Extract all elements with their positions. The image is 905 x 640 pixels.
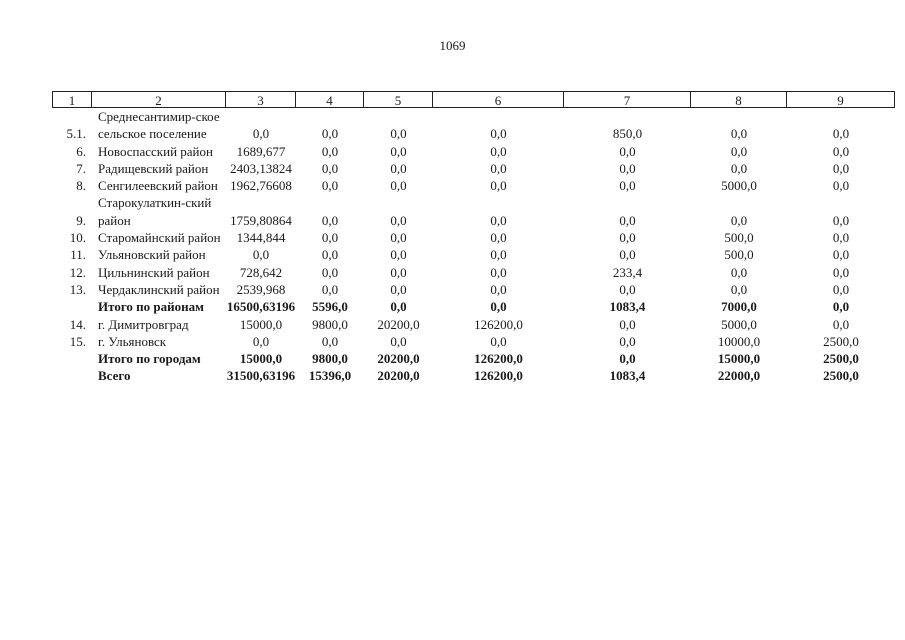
value-cell: 0,0 (252, 247, 270, 263)
value-cell: 0,0 (321, 143, 339, 159)
value-cell: 0,0 (390, 212, 407, 228)
value-cell: 7000,0 (721, 299, 757, 315)
value-cell: 850,0 (612, 126, 643, 142)
row-number: 10. (69, 230, 86, 246)
value-cell: 0,0 (390, 264, 407, 280)
row-number (52, 350, 92, 367)
header-cell: 3 (226, 91, 296, 108)
header-cell: 4 (296, 91, 364, 108)
value-cell: 0,0 (832, 143, 850, 159)
row-number (52, 367, 92, 384)
district-name: Чердаклинский район (98, 281, 220, 297)
value-cell: 15000,0 (239, 316, 283, 332)
value-cell: 126200,0 (474, 351, 523, 367)
value-cell: 0,0 (730, 212, 748, 228)
value-cell: 0,0 (490, 281, 507, 297)
district-name: Среднесантимир-ское сельское поселение (98, 109, 220, 142)
value-cell: 0,0 (321, 264, 339, 280)
value-cell: 126200,0 (474, 316, 523, 332)
value-cell: 1962,76608 (230, 178, 292, 194)
value-cell: 0,0 (490, 333, 507, 349)
value-cell: 1689,677 (236, 143, 286, 159)
value-cell: 1083,4 (609, 368, 646, 384)
district-name: Цильнинский район (98, 264, 210, 280)
value-cell: 2500,0 (823, 351, 859, 367)
value-cell: 0,0 (252, 126, 270, 142)
value-cell: 0,0 (832, 178, 850, 194)
value-cell: 0,0 (832, 264, 850, 280)
value-cell: 0,0 (832, 230, 850, 246)
value-cell: 10000,0 (717, 333, 761, 349)
value-cell: 2539,968 (236, 281, 286, 297)
total-label: Всего (98, 368, 131, 384)
row-number: 7. (76, 160, 86, 176)
value-cell: 0,0 (390, 299, 407, 315)
value-cell: 0,0 (619, 143, 636, 159)
value-cell: 22000,0 (717, 368, 761, 384)
row-number: 9. (76, 212, 86, 228)
value-cell: 0,0 (321, 126, 339, 142)
header-cell: 7 (564, 91, 691, 108)
value-cell: 5596,0 (312, 299, 348, 315)
value-cell: 0,0 (390, 143, 407, 159)
value-cell: 0,0 (321, 333, 339, 349)
header-cell: 2 (92, 91, 226, 108)
value-cell: 0,0 (390, 281, 407, 297)
value-cell: 0,0 (619, 160, 636, 176)
value-cell: 9800,0 (312, 316, 348, 332)
header-cell: 6 (433, 91, 564, 108)
district-name: Ульяновский район (98, 247, 206, 263)
value-cell: 500,0 (724, 247, 754, 263)
value-cell: 0,0 (619, 351, 636, 367)
district-name: г. Димитровград (98, 316, 189, 332)
value-cell: 0,0 (490, 230, 507, 246)
value-cell: 126200,0 (474, 368, 523, 384)
value-cell: 0,0 (490, 126, 507, 142)
value-cell: 1083,4 (609, 299, 646, 315)
budget-table (52, 91, 895, 385)
value-cell: 1344,844 (236, 230, 286, 246)
value-cell: 0,0 (832, 126, 850, 142)
row-number: 14. (69, 316, 86, 332)
value-cell: 233,4 (612, 264, 643, 280)
value-cell: 2403,13824 (230, 160, 292, 176)
row-number (52, 298, 92, 315)
value-cell: 16500,63196 (226, 299, 296, 315)
value-cell: 0,0 (490, 299, 507, 315)
value-cell: 0,0 (390, 178, 407, 194)
row-number: 5.1. (66, 126, 86, 142)
value-cell: 0,0 (730, 281, 748, 297)
district-name: Радищевский район (98, 160, 209, 176)
district-name: Старокулаткин-ский район (98, 195, 212, 228)
value-cell: 0,0 (619, 178, 636, 194)
row-number: 6. (76, 143, 86, 159)
value-cell: 0,0 (832, 299, 850, 315)
page-number: 1069 (439, 38, 466, 53)
value-cell: 2500,0 (823, 333, 859, 349)
value-cell: 0,0 (321, 178, 339, 194)
value-cell: 5000,0 (721, 316, 757, 332)
value-cell: 15396,0 (308, 368, 352, 384)
district-name: Сенгилеевский район (98, 178, 218, 194)
value-cell: 0,0 (832, 247, 850, 263)
value-cell: 0,0 (730, 264, 748, 280)
row-number: 11. (70, 247, 86, 263)
value-cell: 0,0 (619, 247, 636, 263)
value-cell: 0,0 (321, 212, 339, 228)
value-cell: 20200,0 (377, 351, 420, 367)
value-cell: 15000,0 (717, 351, 761, 367)
row-number: 12. (69, 264, 86, 280)
value-cell: 2500,0 (823, 368, 859, 384)
value-cell: 5000,0 (721, 178, 757, 194)
row-number: 15. (69, 333, 86, 349)
value-cell: 9800,0 (312, 351, 348, 367)
value-cell: 0,0 (390, 230, 407, 246)
header-cell: 8 (691, 91, 787, 108)
value-cell: 0,0 (730, 143, 748, 159)
value-cell: 0,0 (832, 316, 850, 332)
value-cell: 0,0 (730, 126, 748, 142)
value-cell: 0,0 (321, 160, 339, 176)
value-cell: 15000,0 (239, 351, 283, 367)
district-name: Старомайнский район (98, 230, 221, 246)
value-cell: 0,0 (619, 212, 636, 228)
value-cell: 500,0 (724, 230, 754, 246)
value-cell: 0,0 (390, 247, 407, 263)
district-name: Новоспасский район (98, 143, 213, 159)
header-cell: 1 (52, 91, 92, 108)
value-cell: 0,0 (832, 212, 850, 228)
value-cell: 0,0 (490, 160, 507, 176)
row-number: 13. (69, 281, 86, 297)
value-cell: 31500,63196 (226, 368, 296, 384)
value-cell: 20200,0 (377, 316, 420, 332)
district-name: г. Ульяновск (98, 333, 167, 349)
value-cell: 0,0 (490, 212, 507, 228)
value-cell: 0,0 (390, 160, 407, 176)
value-cell: 0,0 (619, 333, 636, 349)
value-cell: 20200,0 (377, 368, 420, 384)
value-cell: 0,0 (619, 281, 636, 297)
value-cell: 0,0 (730, 160, 748, 176)
value-cell: 0,0 (832, 281, 850, 297)
value-cell: 0,0 (619, 230, 636, 246)
total-label: Итого по районам (98, 299, 204, 315)
value-cell: 0,0 (490, 143, 507, 159)
value-cell: 0,0 (390, 126, 407, 142)
value-cell: 0,0 (252, 333, 270, 349)
value-cell: 0,0 (321, 230, 339, 246)
value-cell: 0,0 (832, 160, 850, 176)
value-cell: 0,0 (390, 333, 407, 349)
value-cell: 0,0 (490, 178, 507, 194)
header-cell: 9 (787, 91, 895, 108)
value-cell: 0,0 (490, 247, 507, 263)
value-cell: 1759,80864 (230, 212, 292, 228)
value-cell: 0,0 (490, 264, 507, 280)
total-label: Итого по городам (98, 351, 201, 367)
value-cell: 0,0 (321, 247, 339, 263)
value-cell: 0,0 (619, 316, 636, 332)
header-cell: 5 (364, 91, 433, 108)
value-cell: 728,642 (239, 264, 283, 280)
value-cell: 0,0 (321, 281, 339, 297)
row-number: 8. (76, 178, 86, 194)
